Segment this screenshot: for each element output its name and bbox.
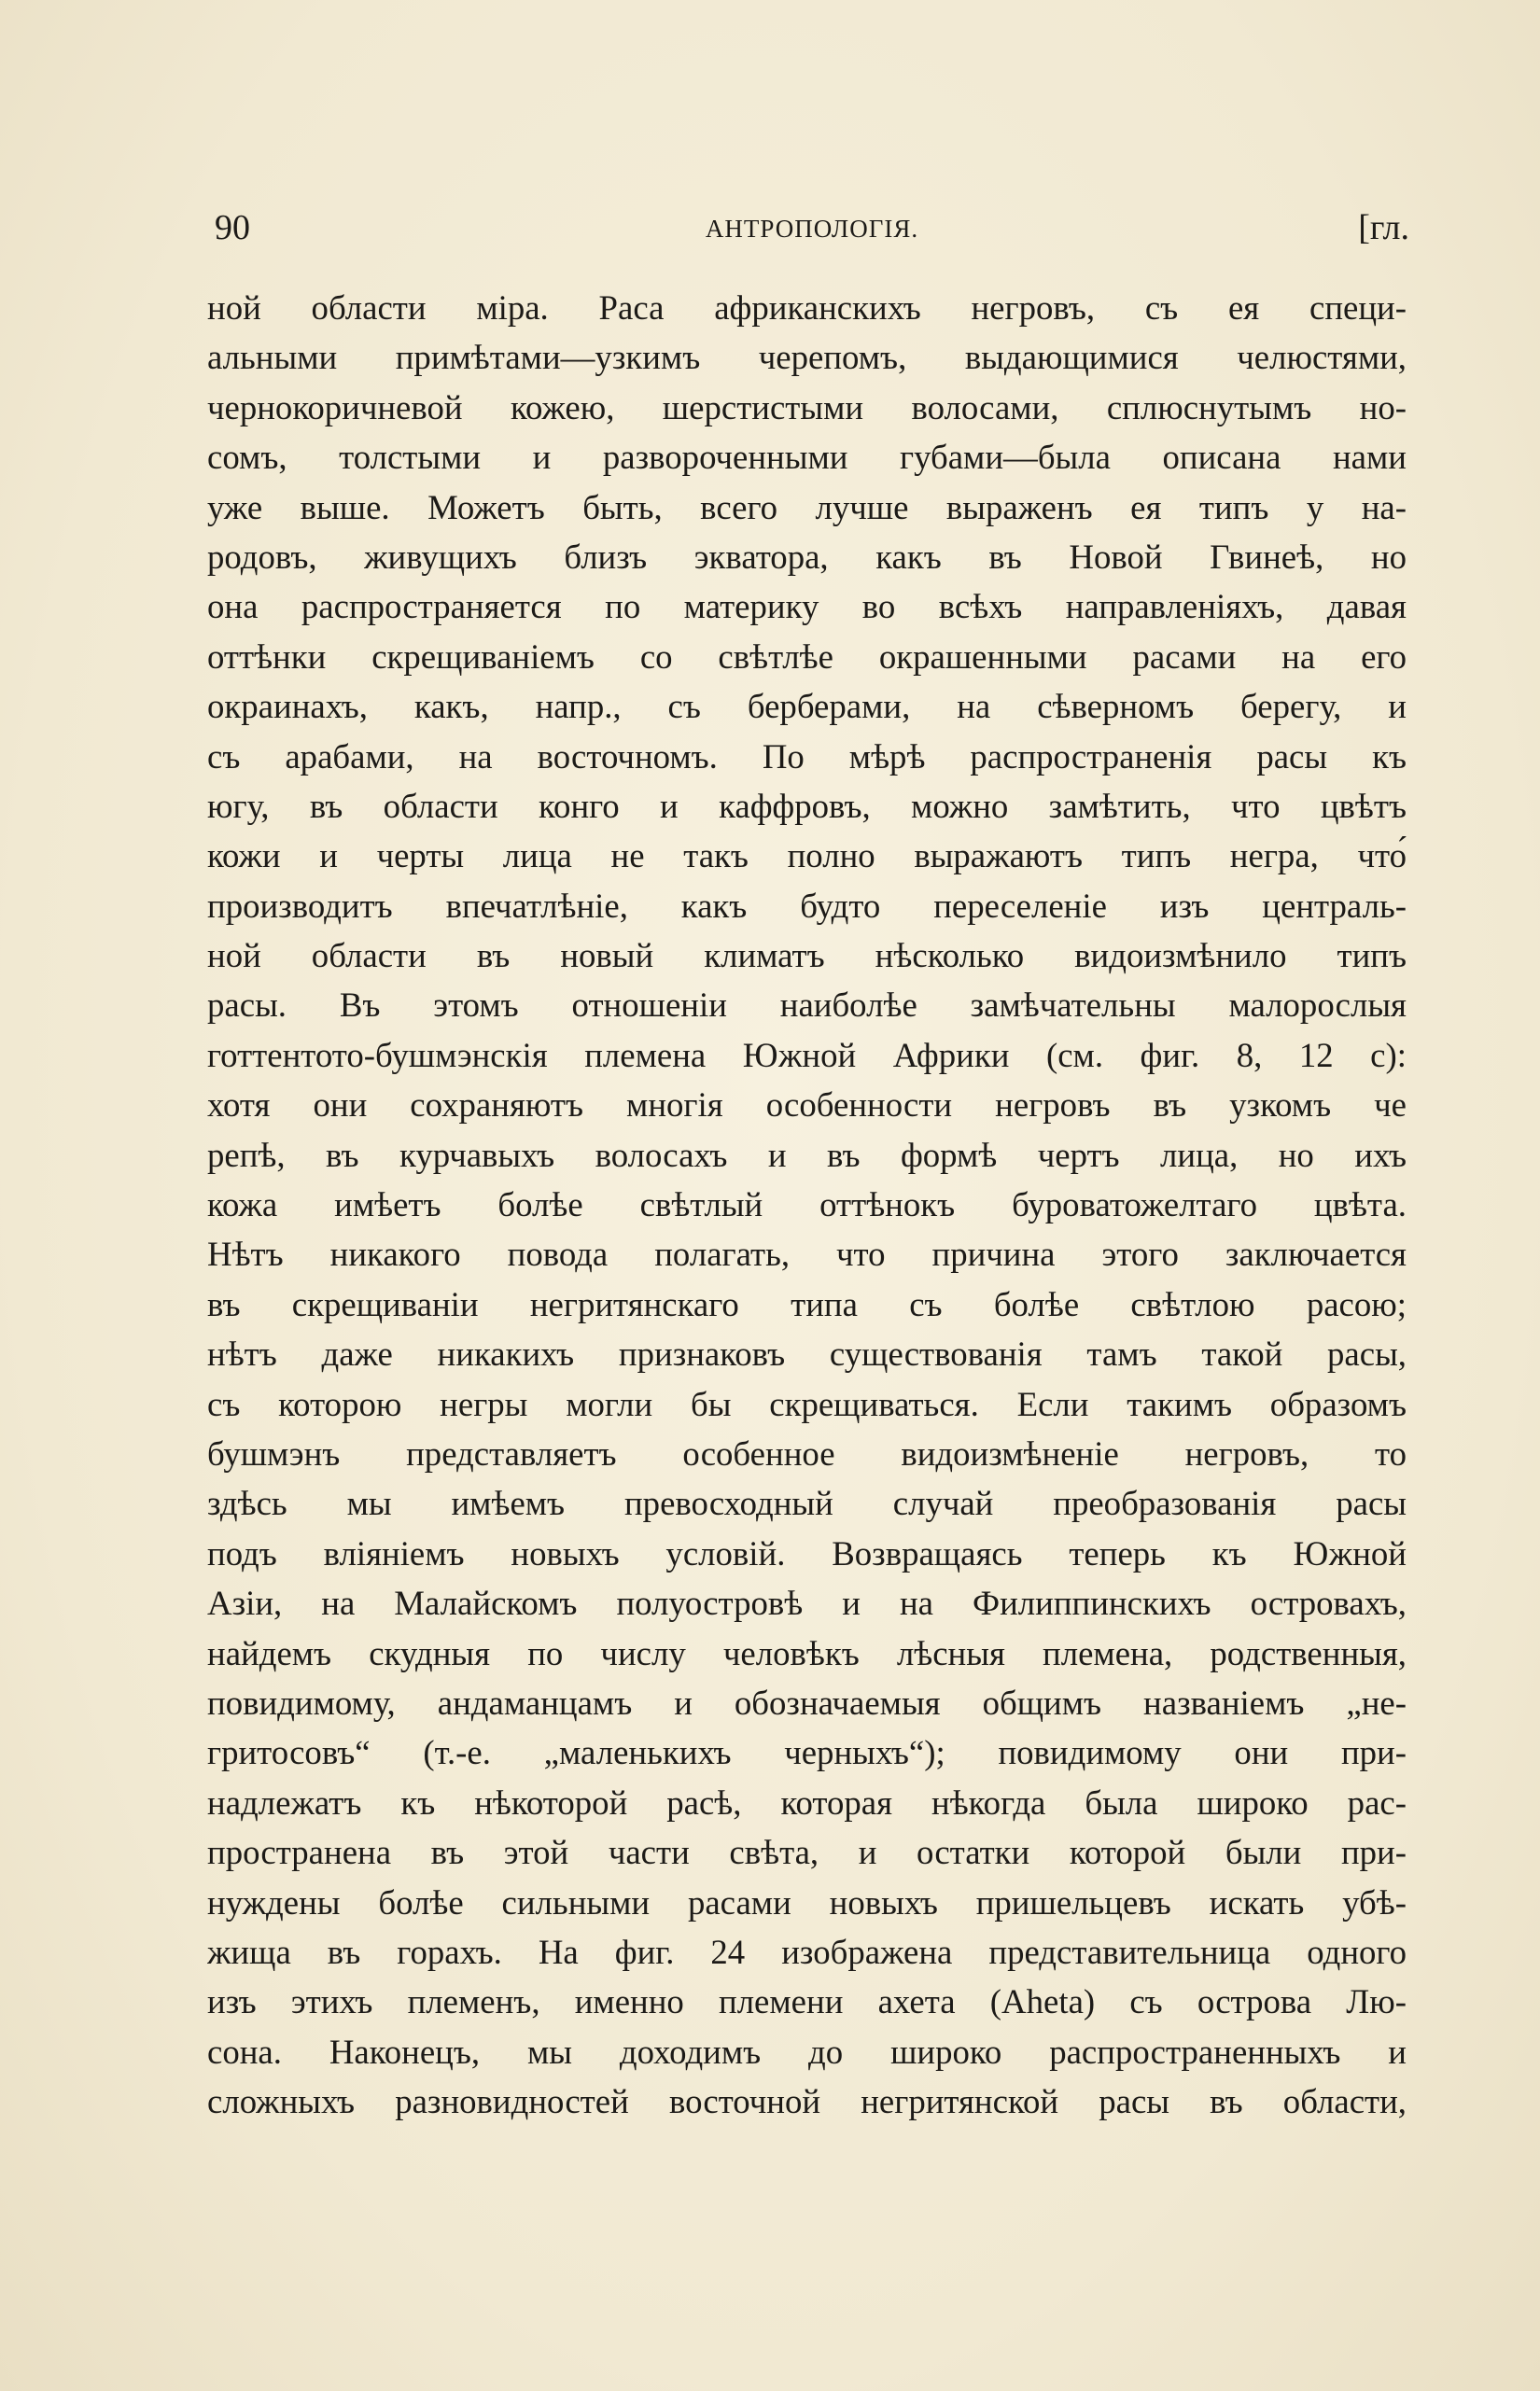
text-line: оттѣнки скрещиванiемъ со свѣтлѣе окрашенными расами на его bbox=[207, 636, 1407, 676]
text-line: она распространяется по материку во всѣхъ направленiяхъ, давая bbox=[207, 587, 1407, 626]
text-line: изъ этихъ племенъ, именно племени ахета (Aheta) съ острова Лю- bbox=[207, 1982, 1407, 2021]
text-line: гритосовъ“ (т.-е. „маленькихъ черныхъ“); повидимому они при- bbox=[207, 1733, 1407, 1772]
page-header bbox=[215, 207, 1409, 263]
text-line: хотя они сохраняютъ многiя особенности негровъ въ узкомъ че bbox=[207, 1085, 1407, 1125]
text-line: жища въ горахъ. На фиг. 24 изображена представительница одного bbox=[207, 1932, 1407, 1971]
text-line: ной области въ новый климатъ нѣсколько видоизмѣнило типъ bbox=[207, 936, 1407, 975]
text-line: окраинахъ, какъ, напр., съ берберами, на сѣверномъ берегу, и bbox=[207, 687, 1407, 726]
text-line: кожа имѣетъ болѣе свѣтлый оттѣнокъ буроватожелтаго цвѣта. bbox=[207, 1185, 1407, 1224]
text-line: расы. Въ этомъ отношенiи наиболѣе замѣчательны малорослыя bbox=[207, 986, 1407, 1025]
text-line: уже выше. Можетъ быть, всего лучше выраженъ ея типъ у на- bbox=[207, 487, 1407, 526]
text-line: кожи и черты лица не такъ полно выражаютъ типъ негра, что́ bbox=[207, 836, 1407, 875]
chapter-reference: [гл. bbox=[1358, 208, 1409, 247]
text-line: сона. Наконецъ, мы доходимъ до широко распространенныхъ и bbox=[207, 2032, 1407, 2071]
text-line: сложныхъ разновидностей восточной негритянской расы въ области, bbox=[207, 2082, 1407, 2121]
text-line: ной области мiра. Раса африканскихъ негровъ, съ ея специ- bbox=[207, 288, 1407, 327]
text-line: Нѣтъ никакого повода полагать, что причина этого заключается bbox=[207, 1235, 1407, 1274]
text-line: подъ влiянiемъ новыхъ условiй. Возвращаясь теперь къ Южной bbox=[207, 1533, 1407, 1573]
text-line: альными примѣтами—узкимъ черепомъ, выдающимися челюстями, bbox=[207, 338, 1407, 377]
text-line: надлежатъ къ нѣкоторой расѣ, которая нѣкогда была широко рас- bbox=[207, 1783, 1407, 1822]
text-line: нуждены болѣе сильными расами новыхъ пришельцевъ искать убѣ- bbox=[207, 1882, 1407, 1922]
text-line: бушмэнъ представляетъ особенное видоизмѣненiе негровъ, то bbox=[207, 1433, 1407, 1473]
text-line: производитъ впечатлѣнiе, какъ будто переселенiе изъ централь- bbox=[207, 886, 1407, 925]
text-line: родовъ, живущихъ близъ экватора, какъ въ Новой Гвинеѣ, но bbox=[207, 537, 1407, 576]
text-line: въ скрещиванiи негритянскаго типа съ болѣе свѣтлою расою; bbox=[207, 1284, 1407, 1323]
text-line: съ которою негры могли бы скрещиваться. Если такимъ образомъ bbox=[207, 1384, 1407, 1423]
running-title: АНТРОПОЛОГIЯ. bbox=[705, 215, 919, 243]
text-line: найдемъ скудныя по числу человѣкъ лѣсныя племена, родственныя, bbox=[207, 1633, 1407, 1672]
text-line: готтентото-бушмэнскiя племена Южной Африки (см. фиг. 8, 12 c): bbox=[207, 1035, 1407, 1074]
text-line: Азiи, на Малайскомъ полуостровѣ и на Филиппинскихъ островахъ, bbox=[207, 1584, 1407, 1623]
text-line: нѣтъ даже никакихъ признаковъ существованiя тамъ такой расы, bbox=[207, 1335, 1407, 1374]
text-line: чернокоричневой кожею, шерстистыми волосами, сплюснутымъ но- bbox=[207, 387, 1407, 426]
text-line: сомъ, толстыми и развороченными губами—была описана нами bbox=[207, 438, 1407, 477]
text-line: югу, въ области конго и каффровъ, можно замѣтить, что цвѣтъ bbox=[207, 786, 1407, 825]
text-line: съ арабами, на восточномъ. По мѣрѣ распространенiя расы къ bbox=[207, 736, 1407, 776]
text-line: пространена въ этой части свѣта, и остатки которой были при- bbox=[207, 1833, 1407, 1872]
body-text bbox=[207, 283, 1407, 2126]
text-line: здѣсь мы имѣемъ превосходный случай преобразованiя расы bbox=[207, 1484, 1407, 1523]
text-line: репѣ, въ курчавыхъ волосахъ и въ формѣ чертъ лица, но ихъ bbox=[207, 1135, 1407, 1174]
text-line: повидимому, андаманцамъ и обозначаемыя общимъ названiемъ „не- bbox=[207, 1683, 1407, 1722]
page-number: 90 bbox=[215, 208, 250, 247]
